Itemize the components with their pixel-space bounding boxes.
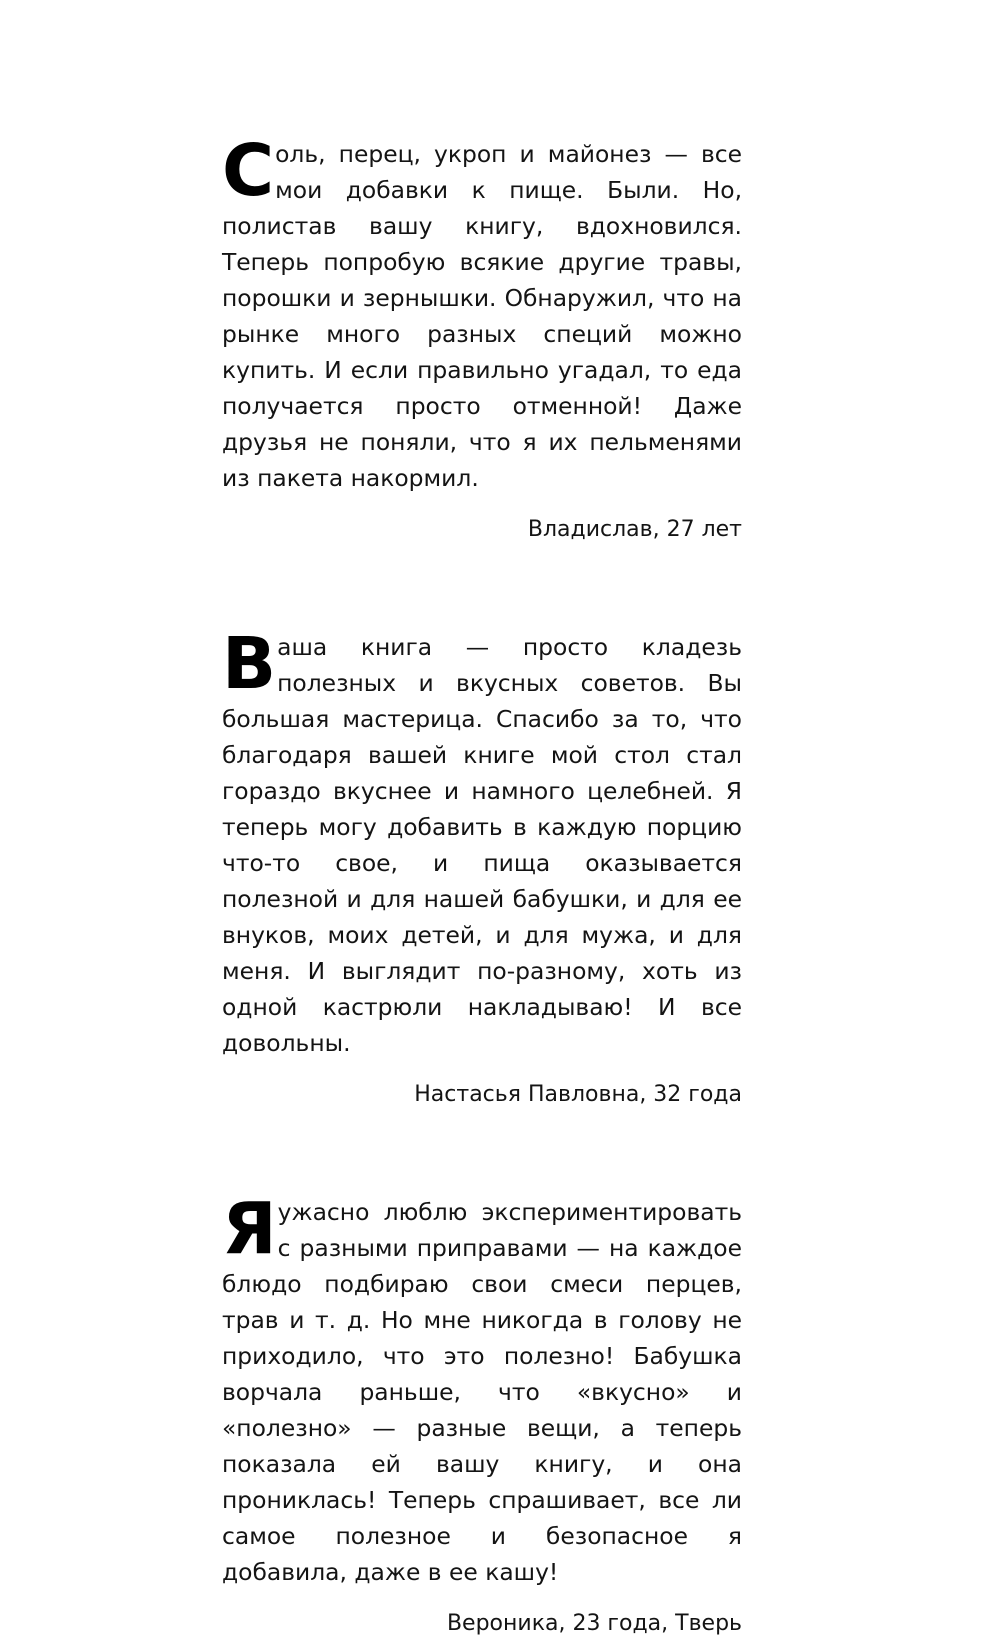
testimonial-text: Ваша книга — просто кладезь полезных и вкусных советов. Вы большая мастерица. Спасибо за то, что благодаря вашей книге мой стол стал гораздо вкуснее и намного целебней. Я теперь могу добавить в каждую порцию что-то свое, и пища оказывается полезной и для нашей бабушки, и для ее внуков, моих детей, и для мужа, и для меня. И выглядит по-разному, хоть из одной кастрюли накладываю! И все довольны. — [222, 622, 742, 1057]
testimonial-attribution: Вероника, 23 года, Тверь — [446, 1611, 742, 1636]
testimonial-attribution: Настасья Павловна, 32 года — [414, 1082, 742, 1107]
testimonial-attribution: Владислав, 27 лет — [527, 517, 742, 542]
testimonial-block — [222, 1187, 742, 1639]
testimonial-text: Соль, перец, укроп и майонез — все мои добавки к пище. Были. Но, полистав вашу книгу, вдохновился. Теперь попробую всякие другие травы, порошки и зернышки. Обнаружил, что на рынке много разных специй можно купить. И если правильно угадал, то еда получается просто отменной! Даже друзья не поняли, что я их пельменями из пакета накормил. — [222, 129, 742, 492]
testimonial-block — [222, 622, 742, 1110]
testimonial-block — [222, 129, 742, 545]
testimonial-text: Яужасно люблю экспериментировать с разными приправами — на каждое блюдо подбираю свои смеси перцев, трав и т. д. Но мне никогда в голову не приходило, что это полезно! Бабушка ворчала раньше, что «вкусно» и «полезно» — разные вещи, а теперь показала ей вашу книгу, и она прониклась! Теперь спрашивает, все ли самое полезное и безопасное я добавила, даже в ее кашу! — [222, 1187, 742, 1586]
testimonials-column — [222, 129, 742, 1639]
